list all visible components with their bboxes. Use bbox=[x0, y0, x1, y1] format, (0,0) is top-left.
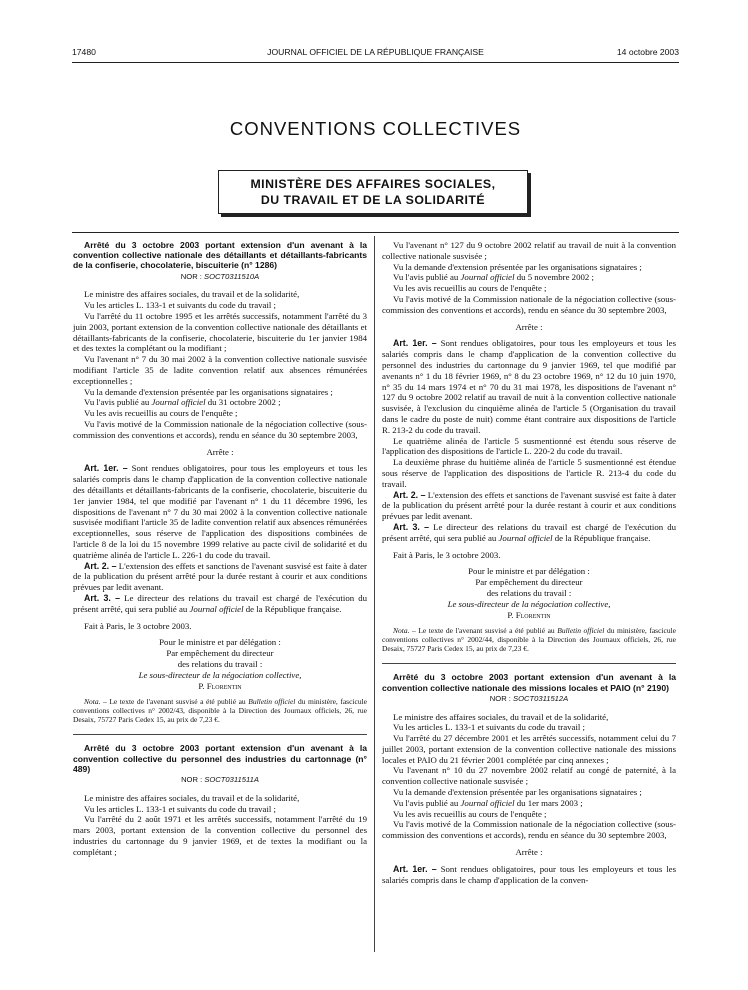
paragraph: Vu les avis recueillis au cours de l'enquête ; bbox=[393, 808, 547, 819]
text: Sont rendues obligatoires, pour tous les employeurs et tous les salariés compris dans le champ d'application de la conven- bbox=[382, 863, 676, 885]
journal-ref: Journal officiel bbox=[151, 397, 206, 408]
paragraph: Vu l'arrêté du 2 août 1971 et les arrêtés successifs, notamment l'arrêté du 19 mars 2003, portant extension de la convention collective du personnel des industries du cartonnage du 9 janvier 1969, et de textes la modifiant ou la complétant ; bbox=[73, 814, 367, 857]
page-number: 17480 bbox=[72, 47, 96, 57]
nor-label: NOR : bbox=[181, 774, 203, 784]
paragraph bbox=[382, 272, 676, 283]
journal-ref: Journal officiel bbox=[189, 603, 244, 614]
left-column bbox=[73, 240, 367, 857]
decree-2-title: Arrêté du 3 octobre 2003 portant extension d'un avenant à la convention collective du personnel des industries du cartonnage (n° 489) bbox=[73, 743, 367, 774]
article-label: Art. 3. – bbox=[84, 592, 121, 603]
signature-line: Par empêchement du directeur bbox=[166, 648, 274, 659]
paragraph: Vu l'arrêté du 27 décembre 2001 et les arrêtés successifs, notamment celui du 7 juillet 2003, portant extension de la convention collective nationale des missions locales et PAIO du 21 février 2001 complétée par cinq annexes ; bbox=[382, 733, 676, 765]
fait-a-paris: Fait à Paris, le 3 octobre 2003. bbox=[84, 620, 192, 631]
fait-a-paris: Fait à Paris, le 3 octobre 2003. bbox=[393, 549, 501, 560]
bulletin-ref: Bulletin officiel bbox=[557, 626, 605, 636]
decree-separator bbox=[382, 663, 676, 664]
decree-3-nor bbox=[382, 694, 676, 705]
paragraph: Le ministre des affaires sociales, du travail et de la solidarité, bbox=[84, 289, 300, 300]
nota bbox=[73, 697, 367, 724]
arrete-label: Arrête : bbox=[515, 847, 543, 858]
paragraph: Vu les articles L. 133-1 et suivants du code du travail ; bbox=[84, 300, 276, 311]
signature-block bbox=[382, 566, 676, 620]
article-2 bbox=[382, 490, 676, 522]
article-label: Art. 1er. – bbox=[393, 338, 437, 349]
text: du 31 octobre 2002 ; bbox=[205, 397, 281, 408]
text: Sont rendues obligatoires, pour tous les employeurs et tous les salariés compris dans le champ d'application de la convention collective du personnel des industries du cartonnage du 9 janvier 1969, tel que modifié par avenants n° 1 du 18 février 1969, n° 8 du 23 octobre 1969, n° 12 du 10 juin 1970, n° 35 du 14 mars 1974 et n° 70 du 31 mai 1978, les dispositions de l'avenant n° 127 du 9 octobre 2002 relatif au travail de nuit à la convention collective nationale susvisée, à l'exclusion du cinquième alinéa de l'article 5 (Organisation du travail dans le cadre du poste de nuit) comme étant contraire aux dispositions de l'article R. 213-2 du code du travail. bbox=[382, 338, 676, 435]
paragraph: Vu les avis recueillis au cours de l'enquête ; bbox=[393, 283, 547, 294]
signature-line: des relations du travail : bbox=[486, 587, 572, 598]
paragraph: Vu l'avenant n° 10 du 27 novembre 2002 relatif au congé de paternité, à la convention collective nationale susvisée ; bbox=[382, 765, 676, 787]
paragraph: La deuxième phrase du huitième alinéa de l'article 5 susmentionné est étendue sous réserve de l'application des dispositions de l'article R. 213-4 du code du travail. bbox=[382, 457, 676, 489]
paragraph: Vu l'arrêté du 11 octobre 1995 et les arrêtés successifs, notamment l'arrêté du 3 juin 2003, portant extension de la convention collective nationale des détaillants et détaillants-fabricants de la confiserie, chocolaterie, biscuiterie du 1er janvier 1984 et des textes la complétant ou la modifiant ; bbox=[73, 311, 367, 354]
paragraph: Vu les articles L. 133-1 et suivants du code du travail ; bbox=[393, 722, 585, 733]
journal-title: JOURNAL OFFICIEL DE LA RÉPUBLIQUE FRANÇAISE bbox=[267, 47, 484, 57]
text: Le directeur des relations du travail est chargé de l'exécution du présent arrêté, qui sera publié au bbox=[382, 521, 676, 543]
nor-code: SOCT0311510A bbox=[204, 271, 260, 281]
text: de la République française. bbox=[552, 532, 651, 543]
text: du 1er mars 2003 ; bbox=[514, 797, 583, 808]
nor-label: NOR : bbox=[489, 693, 511, 703]
article-1 bbox=[73, 463, 367, 560]
bulletin-ref: Bulletin officiel bbox=[248, 697, 296, 707]
signature-line: Pour le ministre et par délégation : bbox=[159, 637, 281, 648]
ministry-line-2: DU TRAVAIL ET DE LA SOLIDARITÉ bbox=[260, 193, 486, 207]
text: du ministère, fascicule conventions collectives n° 2002/44, disponible à la Direction des Journaux officiels, 26, rue Desaix, 75727 Paris Cedex 15, au prix de 7,23 €. bbox=[382, 626, 676, 654]
article-label: Art. 1er. – bbox=[393, 863, 437, 874]
arrete-label: Arrête : bbox=[515, 321, 543, 332]
article-label: Art. 2. – bbox=[393, 489, 426, 500]
article-1 bbox=[382, 864, 676, 886]
right-column bbox=[382, 240, 676, 885]
article-1 bbox=[382, 338, 676, 435]
journal-ref: Journal officiel bbox=[498, 532, 553, 543]
paragraph: Vu les articles L. 133-1 et suivants du code du travail ; bbox=[84, 803, 276, 814]
paragraph: Le ministre des affaires sociales, du travail et de la solidarité, bbox=[393, 711, 609, 722]
nota-label: Nota. bbox=[393, 626, 410, 636]
issue-date: 14 octobre 2003 bbox=[616, 47, 679, 57]
journal-ref: Journal officiel bbox=[460, 797, 515, 808]
article-label: Art. 3. – bbox=[393, 521, 430, 532]
paragraph: Vu l'avenant n° 127 du 9 octobre 2002 relatif au travail de nuit à la convention collective nationale susvisée ; bbox=[382, 240, 676, 261]
section-title: CONVENTIONS COLLECTIVES bbox=[229, 118, 522, 139]
page-header bbox=[72, 47, 679, 61]
paragraph: Vu les avis recueillis au cours de l'enquête ; bbox=[84, 408, 238, 419]
nor-label: NOR : bbox=[180, 271, 202, 281]
paragraph: Vu la demande d'extension présentée par les organisations signataires ; bbox=[393, 261, 642, 272]
decree-separator bbox=[73, 734, 367, 735]
article-label: Art. 2. – bbox=[84, 560, 117, 571]
column-divider bbox=[374, 236, 375, 952]
decree-3-title: Arrêté du 3 octobre 2003 portant extension d'un avenant à la convention collective nationale des missions locales et PAIO (n° 2190) bbox=[382, 672, 676, 693]
header-rule bbox=[72, 62, 679, 63]
decree-1-nor bbox=[73, 272, 367, 283]
paragraph bbox=[382, 798, 676, 809]
paragraph: Vu l'avis motivé de la Commission nationale de la négociation collective (sous-commission des conventions et accords), rendu en séance du 30 septembre 2003, bbox=[382, 293, 676, 315]
arrete-label: Arrête : bbox=[206, 446, 234, 457]
signature-line: Pour le ministre et par délégation : bbox=[468, 566, 590, 577]
paragraph: Le ministre des affaires sociales, du travail et de la solidarité, bbox=[84, 792, 300, 803]
nor-code: SOCT0311511A bbox=[204, 774, 259, 784]
ministry-line-1: MINISTÈRE DES AFFAIRES SOCIALES, bbox=[250, 177, 496, 191]
signature-line: Le sous-directeur de la négociation collective, bbox=[447, 598, 611, 609]
section-rule bbox=[72, 232, 679, 233]
text: Vu l'avis publié au bbox=[84, 397, 152, 408]
article-label: Art. 1er. – bbox=[84, 463, 128, 474]
signature-line: Par empêchement du directeur bbox=[475, 577, 583, 588]
text: du ministère, fascicule conventions collectives n° 2002/43, disponible à la Direction des Journaux officiels, 26, rue Desaix, 75727 Paris Cedex 15, au prix de 7,23 €. bbox=[73, 697, 367, 725]
paragraph: Vu l'avenant n° 7 du 30 mai 2002 à la convention collective nationale susvisée modifiant l'article 35 de ladite convention relatif aux absences rémunérées exceptionnelles ; bbox=[73, 354, 367, 386]
paragraph: Le quatrième alinéa de l'article 5 susmentionné est étendu sous réserve de l'application des dispositions de l'article L. 220-2 du code du travail. bbox=[382, 435, 676, 457]
text: – Le texte de l'avenant susvisé a été publié au bbox=[409, 626, 558, 636]
paragraph: Vu l'avis motivé de la Commission nationale de la négociation collective (sous-commission des conventions et accords), rendu en séance du 30 septembre 2003, bbox=[73, 418, 367, 440]
text: Vu l'avis publié au bbox=[393, 797, 461, 808]
text: L'extension des effets et sanctions de l'avenant susvisé est faite à dater de la publication du présent arrêté pour la durée restant à courir et aux conditions prévues par ledit avenant. bbox=[73, 560, 367, 593]
paragraph: Vu la demande d'extension présentée par les organisations signataires ; bbox=[393, 787, 642, 798]
signature-line: Le sous-directeur de la négociation collective, bbox=[138, 669, 302, 680]
decree-1-title: Arrêté du 3 octobre 2003 portant extension d'un avenant à la convention collective nationale des détaillants et détaillants-fabricants de la confiserie, chocolaterie, biscuiterie (n° 1286) bbox=[73, 240, 367, 271]
paragraph: Vu la demande d'extension présentée par les organisations signataires ; bbox=[84, 386, 333, 397]
decree-2-nor bbox=[73, 775, 367, 786]
nota bbox=[382, 626, 676, 653]
text: du 5 novembre 2002 ; bbox=[514, 272, 594, 283]
nor-code: SOCT0311512A bbox=[513, 693, 569, 703]
text: – Le texte de l'avenant susvisé a été publié au bbox=[100, 697, 249, 707]
signature-block bbox=[73, 637, 367, 691]
signatory-name: P. Florentin bbox=[198, 680, 242, 691]
signatory-name: P. Florentin bbox=[507, 609, 551, 620]
text: Le directeur des relations du travail est chargé de l'exécution du présent arrêté, qui sera publié au bbox=[73, 592, 367, 614]
text: L'extension des effets et sanctions de l'avenant susvisé est faite à dater de la publication du présent arrêté pour la durée restant à courir et aux conditions prévues par ledit avenant. bbox=[382, 489, 676, 522]
text: Vu l'avis publié au bbox=[393, 272, 461, 283]
article-2 bbox=[73, 561, 367, 593]
ministry-box bbox=[218, 170, 528, 214]
paragraph: Vu l'avis motivé de la Commission nationale de la négociation collective (sous-commission des conventions et accords), rendu en séance du 30 septembre 2003, bbox=[382, 819, 676, 841]
paragraph bbox=[73, 397, 367, 408]
article-3 bbox=[382, 522, 676, 544]
journal-ref: Journal officiel bbox=[460, 272, 515, 283]
text: de la République française. bbox=[243, 603, 342, 614]
text: Sont rendues obligatoires, pour tous les employeurs et tous les salariés compris dans le champ d'application de la convention collective nationale des détaillants et détaillants-fabricants de la confiserie, chocolaterie, biscuiterie du 1er janvier 1984, tel que modifié par l'avenant n° 1 du 11 décembre 1996, les dispositions de l'avenant n° 7 du 30 mai 2002 à la convention collective nationale susvisée modifiant l'article 35 de ladite convention relatif aux absences rémunérées exceptionnelles, sous réserve de l'application des dispositions combinées de l'article 8 de la loi du 15 novembre 1999 relative au pacte civil de solidarité et du quatrième alinéa de l'article L. 226-1 du code du travail. bbox=[73, 463, 367, 560]
nota-label: Nota. bbox=[84, 697, 101, 707]
signature-line: des relations du travail : bbox=[177, 658, 263, 669]
article-3 bbox=[73, 593, 367, 615]
